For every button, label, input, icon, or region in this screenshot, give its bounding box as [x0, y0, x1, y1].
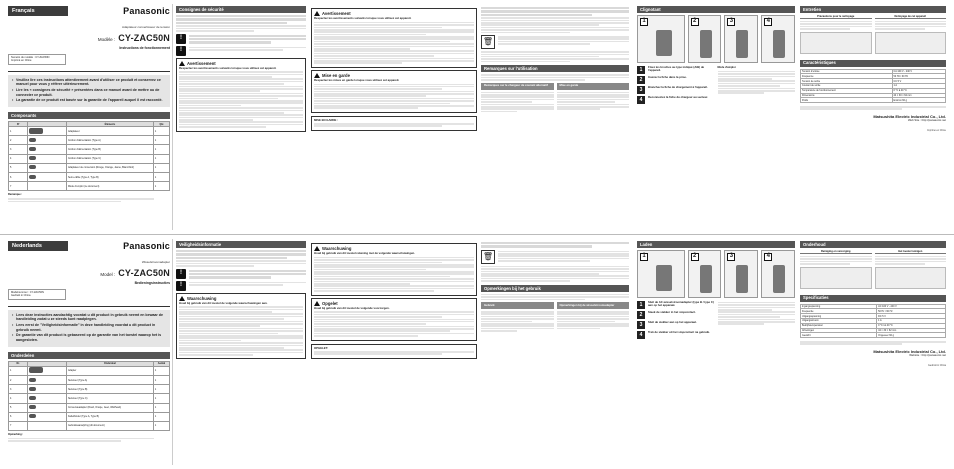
- model-label: Modèle :: [97, 36, 116, 42]
- cell-no: 1: [9, 366, 28, 375]
- manufacturer-name: Matsushita Electric Industrial Co., Ltd.: [873, 349, 946, 355]
- warning-title-text: Avertissement: [322, 11, 351, 16]
- cell-name: Adaptateur: [66, 127, 153, 136]
- cell-qty: 1: [153, 375, 169, 384]
- cell-qty: 1: [153, 412, 169, 421]
- spec-label: Afmetingen: [801, 328, 877, 333]
- warning-title-text: Avertissement: [187, 60, 216, 66]
- col-header-item: Éléments: [66, 122, 153, 127]
- cell-no: 6: [9, 412, 28, 421]
- warning-title-text: Waarschuwing: [187, 295, 217, 301]
- cell-no: 4: [9, 394, 28, 403]
- spec-label: Frequentie: [801, 309, 877, 314]
- intro-bullets: [8, 310, 170, 347]
- cell-qty: 1: [153, 163, 169, 172]
- maintenance-column: [800, 241, 946, 465]
- caution-box: [311, 70, 477, 113]
- safety-heading: Veiligheidsinformatie: [176, 241, 306, 248]
- spec-label: Température de fonctionnement: [801, 88, 893, 93]
- cleaning-illustration: [875, 267, 947, 289]
- brand-logo: Panasonic: [123, 6, 170, 16]
- safety-column: [176, 6, 306, 230]
- intro-bullet: • Veuillez lire ces instructions attentivement avant d'utiliser ce produit et conservez ce manuel pour vous y référer ultérieurement.: [12, 78, 166, 87]
- cell-qty: 1: [153, 394, 169, 403]
- cord-icon: [29, 147, 36, 151]
- components-heading: Onderdelen: [8, 352, 170, 359]
- steps-subheading: Mode d'emploi: [717, 66, 736, 69]
- maintenance-sub-left: Précautions pour le nettoyage: [800, 15, 872, 19]
- spec-value: 0 °C à 40 °C: [892, 88, 945, 93]
- spec-label: Dimensions: [801, 93, 893, 98]
- step-diagram-4: 4: [761, 250, 795, 298]
- specs-table: [800, 69, 946, 103]
- divider: [8, 71, 170, 72]
- model-info-box: [8, 54, 66, 64]
- cell-qty: 1: [153, 127, 169, 136]
- cell-name: Netsnoer (Type B): [66, 385, 153, 394]
- table-row: [9, 403, 170, 412]
- cell-name: Cordon d'alimentation (Type B): [66, 145, 153, 154]
- table-row: [9, 421, 170, 430]
- warning-box-continued: [311, 243, 477, 296]
- intro-bullet: • La garantie de ce produit est basée sur la garantie de l'appareil auquel il est raccordé.: [12, 98, 166, 103]
- step-4: 4 Reconnectez la fiche du chargeur au secteur.: [637, 96, 715, 104]
- maintenance-column: [800, 6, 946, 230]
- safety-heading: Consignes de sécurité: [176, 6, 306, 13]
- cleaning-illustration: [875, 32, 947, 54]
- col-header-no: Nr.: [9, 361, 28, 366]
- cover-column: [8, 241, 170, 465]
- step-4: 4 Trek de stekker uit het stopcontact na gebruik.: [637, 331, 715, 339]
- col-header-qty: Aantal: [153, 361, 169, 366]
- step-2: 2 Steek de stekker in het stopcontact.: [637, 311, 715, 319]
- table-row: [801, 333, 946, 338]
- cell-qty: 1: [153, 385, 169, 394]
- spec-label: Courant de sortie: [801, 83, 893, 88]
- caution-subtitle: Respectez les mises en garde lorsque vous utilisez cet appareil.: [314, 78, 400, 83]
- spec-label: Bedrijfstemperatuur: [801, 323, 877, 328]
- spec-value: 50 Hz / 60 Hz: [877, 309, 946, 314]
- safety-column: [176, 241, 306, 465]
- note-heading-right: Opmerkingen bij de wisselstroomadapter: [557, 302, 630, 309]
- table-row: [9, 154, 170, 163]
- recycle-bin-icon: 🗑: [481, 35, 495, 49]
- table-row: [9, 385, 170, 394]
- spec-value: Environ 60 g: [892, 98, 945, 103]
- specs-heading: Specificaties: [800, 295, 946, 302]
- cell-name: Mode d'emploi (ce document): [66, 182, 153, 191]
- product-subtitle: Wisselstroomadapter: [141, 260, 170, 264]
- step-1: 1 Fixez les broches au type indiqué (A/B) de l'appareil.: [637, 66, 715, 74]
- adapter-icon: [29, 367, 43, 373]
- spec-label: Poids: [801, 98, 893, 103]
- cord-icon: [29, 138, 36, 142]
- model-info-line: Imprimé en Chine: [11, 59, 32, 63]
- table-row: [9, 412, 170, 421]
- col-header-qty: Qté: [153, 122, 169, 127]
- charging-heading: Laden: [637, 241, 795, 248]
- document-title: Instructions de fonctionnement: [119, 46, 170, 50]
- step-diagram-1: 1: [637, 15, 685, 63]
- caution-box: [311, 298, 477, 341]
- step-diagram-3: 3: [724, 250, 758, 298]
- warning-subtitle: Houd bij gebruik van dit toestel de volgende waarschuwingen aan.: [179, 300, 268, 305]
- step-text: Insérez la fiche dans la prise.: [648, 75, 687, 79]
- spec-value: DC 5 V: [877, 314, 946, 319]
- spec-value: 50 Hz / 60 Hz: [892, 74, 945, 79]
- caution-title-text: Mise en garde: [322, 72, 350, 78]
- cell-qty: 1: [153, 154, 169, 163]
- caution-strip: [311, 116, 477, 131]
- specs-table: [800, 304, 946, 338]
- step-text: Sluit de AC-wisselstroomadapter (type B / type C) aan op het apparaat.: [648, 300, 714, 308]
- cell-qty: 1: [153, 173, 169, 182]
- cell-name: Cordon d'alimentation (Type A): [66, 136, 153, 145]
- adapter-icon: [29, 128, 43, 134]
- step-1: 1 Sluit de AC-wisselstroomadapter (type B / type C) aan op het apparaat.: [637, 301, 715, 309]
- usage-heading: Remarques sur l'utilisation: [481, 65, 629, 72]
- maintenance-heading: Entretien: [800, 6, 946, 13]
- manufacturer-name: Matsushita Electric Industrial Co., Ltd.: [873, 114, 946, 120]
- note-heading-left: Remarques sur le chargeur de courant alternatif: [481, 83, 554, 90]
- cord-icon: [29, 156, 36, 160]
- model-number: CY-ZAC50N: [118, 32, 170, 43]
- language-tab: Nederlands: [8, 241, 68, 251]
- spec-value: CA 100 V - 240 V: [892, 69, 945, 74]
- cord-icon: [29, 378, 36, 382]
- table-row: [9, 173, 170, 182]
- intro-bullet: • Lees eerst de "Veiligheidsinformatie" in deze handleiding voordat u dit product in gebruik neemt.: [12, 323, 166, 332]
- cell-no: 3: [9, 385, 28, 394]
- warning-title: [179, 296, 303, 301]
- usage-column: [481, 6, 629, 230]
- components-note: Opmerking :: [8, 433, 24, 437]
- step-diagram-3: 3: [724, 15, 758, 63]
- warnings-column: [311, 6, 477, 230]
- spec-label: Fréquence: [801, 74, 893, 79]
- model-row: [8, 33, 170, 44]
- cell-no: 2: [9, 375, 28, 384]
- step-diagram-1: 1: [637, 250, 685, 298]
- table-row: [9, 366, 170, 375]
- caution-symbol-icon: !: [176, 281, 186, 291]
- clamp-icon: [29, 414, 36, 418]
- warnings-column: [311, 241, 477, 465]
- warning-subtitle: Respectez les avertissements suivants lorsque vous utilisez cet appareil.: [179, 65, 277, 70]
- intro-bullet: • De garantie van dit product is gebaseerd op de garantie van het toestel waarop het is aangesloten.: [12, 333, 166, 342]
- cell-name: Cordon d'alimentation (Type C): [66, 154, 153, 163]
- spec-label: Uitgangsspanning: [801, 314, 877, 319]
- mounting-column: [637, 6, 795, 230]
- cell-name: Kabelbinder (Type A, Type B): [66, 412, 153, 421]
- spec-label: Gewicht: [801, 333, 877, 338]
- warning-symbol-icon: !: [176, 269, 186, 279]
- cell-qty: 1: [153, 136, 169, 145]
- intro-bullets: [8, 75, 170, 107]
- step-diagram-2: 2: [688, 15, 722, 63]
- cell-qty: 1: [153, 366, 169, 375]
- intro-bullet: • Lees deze instructies aandachtig voordat u dit product in gebruik neemt en bewaar de handleiding zodat u ze steeds kunt raadplegen.: [12, 313, 166, 322]
- spec-label: Ingangsspanning: [801, 304, 877, 309]
- table-row: [9, 145, 170, 154]
- spec-value: 1 A: [892, 83, 945, 88]
- cell-no: 3: [9, 145, 28, 154]
- cell-name: Netsnoer (Type A): [66, 375, 153, 384]
- step-3: 3 Sluit de stekker aan op het apparaat.: [637, 321, 715, 329]
- document-title: Bedieningsinstructies: [134, 281, 170, 285]
- step-text: Steek de stekker in het stopcontact.: [648, 310, 696, 314]
- warning-box: [176, 293, 306, 360]
- product-subtitle: Adaptateur convertisseur de tension: [121, 25, 170, 29]
- cord-icon: [29, 387, 36, 391]
- cell-name: Adaptateur de conversion (Rouge, Orange, Jaune, Blanc/Noir): [66, 163, 153, 172]
- col-header-no: N°: [9, 122, 28, 127]
- table-row: [9, 136, 170, 145]
- caution-strip-label: MISE EN GARDE :: [314, 117, 339, 122]
- maintenance-sub-left: Reiniging en verzorging: [800, 250, 872, 254]
- manufacturer-website: Website : http://panasonic.net: [909, 353, 946, 358]
- table-row: [9, 375, 170, 384]
- components-table: [8, 361, 170, 431]
- cell-qty: 1: [153, 403, 169, 412]
- components-heading: Composants: [8, 112, 170, 119]
- maintenance-sub-right: Het toestel reinigen: [875, 250, 947, 254]
- usage-heading: Opmerkingen bij het gebruik: [481, 285, 629, 292]
- cell-name: Adapter: [66, 366, 153, 375]
- table-row: [9, 127, 170, 136]
- cell-name: Netsnoer (Type C): [66, 394, 153, 403]
- step-text: Trek de stekker uit het stopcontact na gebruik.: [648, 330, 710, 334]
- cell-no: 7: [9, 421, 28, 430]
- step-diagram-2: 2: [688, 250, 722, 298]
- table-row: [9, 163, 170, 172]
- warning-title: [179, 61, 303, 66]
- model-info-box: [8, 289, 66, 299]
- spec-value: 44 × 30 × 62 mm: [877, 328, 946, 333]
- manufacturer-website: Web Site : http://panasonic.net: [907, 118, 946, 123]
- cell-no: 5: [9, 163, 28, 172]
- maintenance-sub-right: Nettoyage de cet appareil: [875, 15, 947, 19]
- brand-logo: Panasonic: [123, 241, 170, 251]
- cover-column: [8, 6, 170, 230]
- caution-symbol-icon: !: [176, 46, 186, 56]
- caution-triangle-icon: [314, 301, 320, 306]
- step-diagram-4: 4: [761, 15, 795, 63]
- spec-label: Tension d'entrée: [801, 69, 893, 74]
- plug-icon: [29, 405, 36, 409]
- model-number: CY-ZAC50N: [118, 267, 170, 278]
- cell-name: Serre-câble (Type A, Type B): [66, 173, 153, 182]
- warning-subtitle: Respectez les avertissements suivants lorsque vous utilisez cet appareil.: [314, 16, 412, 21]
- cell-no: 2: [9, 136, 28, 145]
- dutch-section: [0, 235, 954, 469]
- language-tab: Français: [8, 6, 68, 16]
- plug-icon: [29, 165, 36, 169]
- warning-triangle-icon: [179, 61, 185, 66]
- table-row: [9, 394, 170, 403]
- caution-title-text: Opgelet: [322, 300, 338, 306]
- spec-label: Tension de sortie: [801, 79, 893, 84]
- components-table: [8, 121, 170, 191]
- caution-strip: [311, 344, 477, 359]
- table-row: [9, 182, 170, 191]
- cell-qty: 1: [153, 182, 169, 191]
- step-text: Fixez les broches au type indiqué (A/B) de l'appareil.: [648, 65, 705, 73]
- components-note: Remarque :: [8, 193, 23, 197]
- note-heading-left: Gebruik: [481, 302, 554, 309]
- warning-box-continued: [311, 8, 477, 68]
- col-header-item: Onderdeel: [66, 361, 153, 366]
- cell-no: 5: [9, 403, 28, 412]
- spec-label: Uitgangsstroom: [801, 318, 877, 323]
- cell-name: Conversieadapter (Rood, Oranje, Geel, Wit/Zwart): [66, 403, 153, 412]
- cell-name: Gebruiksaanwijzing (dit document): [66, 421, 153, 430]
- cleaning-illustration: [800, 32, 872, 54]
- printed-in: Imprimé en Chine: [927, 128, 946, 132]
- maintenance-heading: Onderhoud: [800, 241, 946, 248]
- spec-value: 0 °C tot 40 °C: [877, 323, 946, 328]
- cleaning-illustration: [800, 267, 872, 289]
- step-2: 2 Insérez la fiche dans la prise.: [637, 76, 715, 84]
- warning-triangle-icon: [179, 296, 185, 301]
- model-info-line: Gedrukt in China: [11, 294, 31, 298]
- spec-value: 44 × 30 × 62 mm: [892, 93, 945, 98]
- mounting-heading: Clignotant: [637, 6, 795, 13]
- model-info-line: Numéro du modèle : CY-ZAC50N: [11, 56, 50, 60]
- charging-column: [637, 241, 795, 465]
- warning-symbol-icon: !: [176, 34, 186, 44]
- cord-icon: [29, 396, 36, 400]
- step-3: 3 Branchez la fiche de chargement à l'appareil.: [637, 86, 715, 94]
- divider: [8, 306, 170, 307]
- spec-value: AC 100 V - 240 V: [877, 304, 946, 309]
- recycle-bin-icon: 🗑: [481, 250, 495, 264]
- model-row: [8, 268, 170, 279]
- intro-bullet: • Lire les « consignes de sécurité » présentées dans ce manuel avant de mettre ou de connecter ce produit.: [12, 88, 166, 97]
- spec-value: CC 5 V: [892, 79, 945, 84]
- model-info-line: Modelnummer : CY-ZAC50N: [11, 291, 44, 295]
- cell-no: 6: [9, 173, 28, 182]
- warning-box: [176, 58, 306, 132]
- cell-qty: 1: [153, 145, 169, 154]
- cell-no: 7: [9, 182, 28, 191]
- warning-title-text: Waarschuwing: [322, 246, 352, 251]
- cell-no: 4: [9, 154, 28, 163]
- clamp-icon: [29, 175, 36, 179]
- cell-qty: 1: [153, 421, 169, 430]
- spec-value: Ongeveer 60 g: [877, 333, 946, 338]
- step-text: Sluit de stekker aan op het apparaat.: [648, 320, 697, 324]
- cell-no: 1: [9, 127, 28, 136]
- caution-strip-label: OPGELET:: [314, 345, 328, 350]
- note-heading-right: Mise en garde: [557, 83, 630, 90]
- french-section: [0, 0, 954, 234]
- warning-subtitle: Houd bij gebruik van dit toestel rekening met de volgende waarschuwingen.: [314, 251, 416, 256]
- usage-column: [481, 241, 629, 465]
- specs-heading: Caractéristiques: [800, 60, 946, 67]
- step-text: Reconnectez la fiche du chargeur au secteur.: [648, 95, 708, 99]
- model-label: Model :: [100, 271, 116, 277]
- step-text: Branchez la fiche de chargement à l'appareil.: [648, 85, 708, 89]
- table-row: [801, 98, 946, 103]
- spec-value: 1 A: [877, 318, 946, 323]
- printed-in: Gedrukt in China: [928, 363, 946, 367]
- caution-subtitle: Houd bij gebruik van dit toestel de volgende voorzorgen.: [314, 305, 390, 310]
